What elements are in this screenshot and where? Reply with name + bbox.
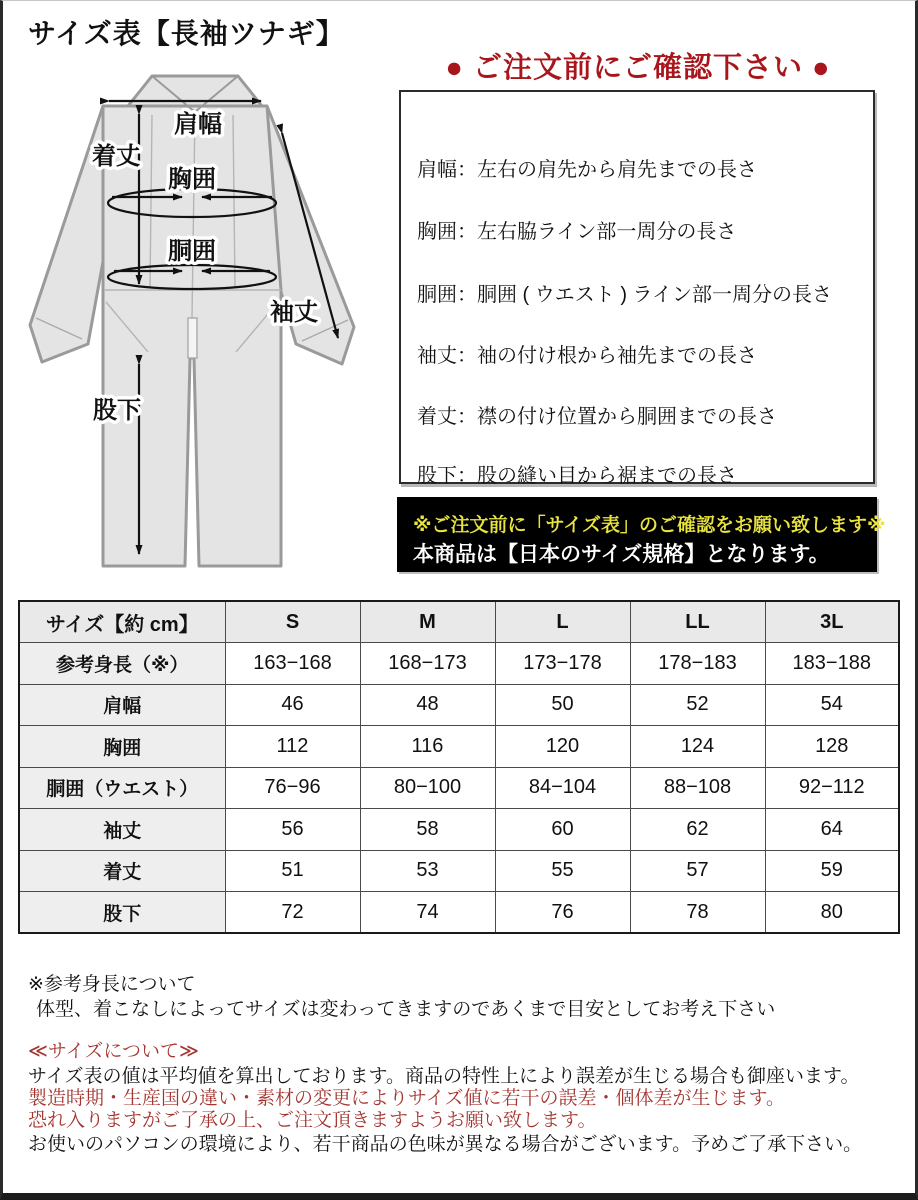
header-size-s: S — [225, 601, 360, 643]
cell-value: 60 — [495, 809, 630, 851]
cell-value: 55 — [495, 850, 630, 892]
cell-value: 88−108 — [630, 767, 765, 809]
note-about-size-title: ≪サイズについて≫ — [28, 1041, 199, 1062]
cell-value: 80 — [765, 892, 899, 934]
label-body-length: 着丈 — [92, 143, 140, 170]
cell-value: 76 — [495, 892, 630, 934]
page-title: サイズ表【長袖ツナギ】 — [28, 18, 345, 49]
label-shoulder-width: 肩幅 — [174, 111, 222, 138]
cell-value: 116 — [360, 726, 495, 768]
note-monitor-color: お使いのパソコンの環境により、若干商品の色味が異なる場合がございます。予めご了承下さい。 — [28, 1134, 863, 1155]
cell-value: 53 — [360, 850, 495, 892]
cell-value: 72 — [225, 892, 360, 934]
cell-value: 57 — [630, 850, 765, 892]
cell-value: 112 — [225, 726, 360, 768]
notice-line-check-size-chart: ※ご注文前に「サイズ表」のご確認をお願い致します※ — [413, 515, 886, 536]
note-please-understand: 恐れ入りますがご了承の上、ご注文頂きますようお願い致します。 — [28, 1110, 597, 1131]
header-size-3l: 3L — [765, 601, 899, 643]
header-size-l: L — [495, 601, 630, 643]
row-label: 袖丈 — [19, 809, 225, 851]
coverall-measurement-diagram — [0, 0, 400, 600]
label-chest-girth: 胸囲 — [168, 166, 216, 193]
note-reference-height-body: 体型、着こなしによってサイズは変わってきますのであくまで目安としてお考え下さい — [36, 999, 776, 1020]
size-table — [18, 600, 900, 934]
cell-value: 58 — [360, 809, 495, 851]
label-waist-girth: 胴囲 — [168, 238, 216, 265]
table-row-chest — [19, 726, 899, 768]
table-row-waist — [19, 767, 899, 809]
label-sleeve-length: 袖丈 — [270, 299, 318, 326]
cell-value: 168−173 — [360, 643, 495, 685]
cell-value: 52 — [630, 684, 765, 726]
header-size-unit: サイズ【約 cm】 — [19, 601, 225, 643]
cell-value: 78 — [630, 892, 765, 934]
header-size-ll: LL — [630, 601, 765, 643]
label-inseam: 股下 — [93, 397, 141, 424]
measurement-definition-box — [399, 90, 875, 487]
cell-value: 178−183 — [630, 643, 765, 685]
cell-value: 56 — [225, 809, 360, 851]
header-size-m: M — [360, 601, 495, 643]
cell-value: 51 — [225, 850, 360, 892]
cell-value: 64 — [765, 809, 899, 851]
definition-chest: 胸囲：左右脇ライン部一周分の長さ — [417, 221, 737, 243]
cell-value: 54 — [765, 684, 899, 726]
cell-value: 50 — [495, 684, 630, 726]
cell-value: 120 — [495, 726, 630, 768]
definition-sleeve: 袖丈：袖の付け根から袖先までの長さ — [417, 345, 757, 367]
cell-value: 59 — [765, 850, 899, 892]
cell-value: 76−96 — [225, 767, 360, 809]
row-label: 着丈 — [19, 850, 225, 892]
row-label: 股下 — [19, 892, 225, 934]
table-row-inseam — [19, 892, 899, 934]
cell-value: 92−112 — [765, 767, 899, 809]
table-row-body-length — [19, 850, 899, 892]
cell-value: 163−168 — [225, 643, 360, 685]
cell-value: 84−104 — [495, 767, 630, 809]
cell-value: 124 — [630, 726, 765, 768]
definition-body-length: 着丈：襟の付け位置から胴囲までの長さ — [417, 406, 777, 428]
garment-collar — [128, 76, 262, 112]
definition-shoulder: 肩幅：左右の肩先から肩先までの長さ — [417, 159, 757, 181]
size-confirmation-notice-box — [397, 497, 886, 572]
note-manufacturing-variance: 製造時期・生産国の違い・素材の変更によりサイズ値に若干の誤差・個体差が生じます。 — [28, 1088, 785, 1109]
notice-line-japan-standard: 本商品は【日本のサイズ規格】となります。 — [413, 543, 830, 566]
definition-inseam: 股下：股の縫い目から裾までの長さ — [417, 465, 737, 487]
row-label: 胴囲（ウエスト） — [19, 767, 225, 809]
cell-value: 62 — [630, 809, 765, 851]
table-row-height — [19, 643, 899, 685]
cell-value: 46 — [225, 684, 360, 726]
row-label: 参考身長（※） — [19, 643, 225, 685]
cell-value: 48 — [360, 684, 495, 726]
note-reference-height-title: ※参考身長について — [28, 974, 196, 995]
cell-value: 74 — [360, 892, 495, 934]
cell-value: 128 — [765, 726, 899, 768]
note-average-values: サイズ表の値は平均値を算出しております。商品の特性上により誤差が生じる場合も御座います。 — [28, 1066, 860, 1087]
table-row-shoulder — [19, 684, 899, 726]
row-label: 胸囲 — [19, 726, 225, 768]
row-label: 肩幅 — [19, 684, 225, 726]
cell-value: 183−188 — [765, 643, 899, 685]
confirm-before-order-heading: ● ご注文前にご確認下さい ● — [445, 52, 831, 84]
size-table-header-row — [19, 601, 899, 643]
cell-value: 80−100 — [360, 767, 495, 809]
definition-waist: 胴囲：胴囲 ( ウエスト ) ライン部一周分の長さ — [417, 284, 832, 306]
cell-value: 173−178 — [495, 643, 630, 685]
garment-placket — [188, 318, 197, 358]
table-row-sleeve — [19, 809, 899, 851]
